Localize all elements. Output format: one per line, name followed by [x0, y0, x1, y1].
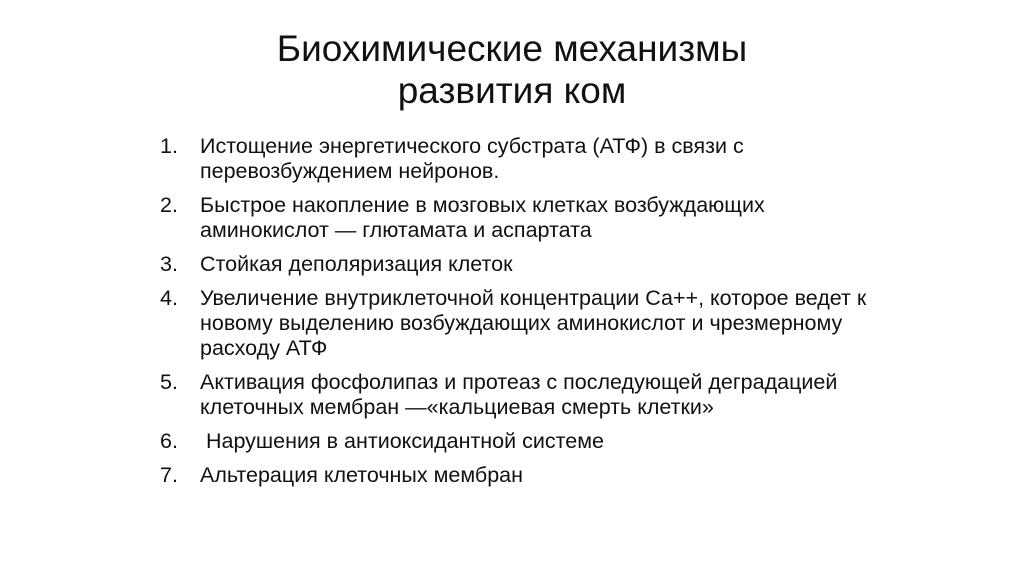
list-item-text: Увеличение внутриклеточной концентрации Са++, которое ведет к новому выделению возбуждающих аминокислот и чрезмерному расходу АТФ: [200, 286, 867, 360]
list-item-number: 4.: [160, 286, 178, 310]
slide-title-line-1: Биохимические механизмы: [276, 28, 748, 69]
list-item-number: 5.: [160, 370, 178, 394]
list-item-text: Активация фосфолипаз и протеаз с последующей деградацией клеточных мембран —«кальциевая смерть клетки»: [200, 370, 838, 419]
slide-title: [0, 28, 1024, 112]
list-item-number: 6.: [160, 429, 178, 453]
slide-title-line-2: развития ком: [397, 70, 627, 111]
list-item-text: Нарушения в антиоксидантной системе: [200, 429, 604, 453]
list-item-text: Альтерация клеточных мембран: [200, 463, 523, 487]
list-item: [160, 286, 880, 361]
list-item: [160, 193, 880, 243]
list-item: [160, 463, 880, 488]
list-item-text: Истощение энергетического субстрата (АТФ) в связи с перевозбуждением нейронов.: [200, 134, 744, 183]
list-item-number: 7.: [160, 463, 178, 487]
list-item: [160, 252, 880, 277]
mechanisms-list: [160, 134, 880, 497]
list-item: [160, 429, 880, 454]
list-item-number: 3.: [160, 252, 178, 276]
list-item-text: Быстрое накопление в мозговых клетках возбуждающих аминокислот — глютамата и аспартата: [200, 193, 765, 242]
list-item-number: 1.: [160, 134, 178, 158]
list-item-number: 2.: [160, 193, 178, 217]
list-item: [160, 370, 880, 420]
list-item: [160, 134, 880, 184]
list-item-text: Стойкая деполяризация клеток: [200, 252, 513, 276]
